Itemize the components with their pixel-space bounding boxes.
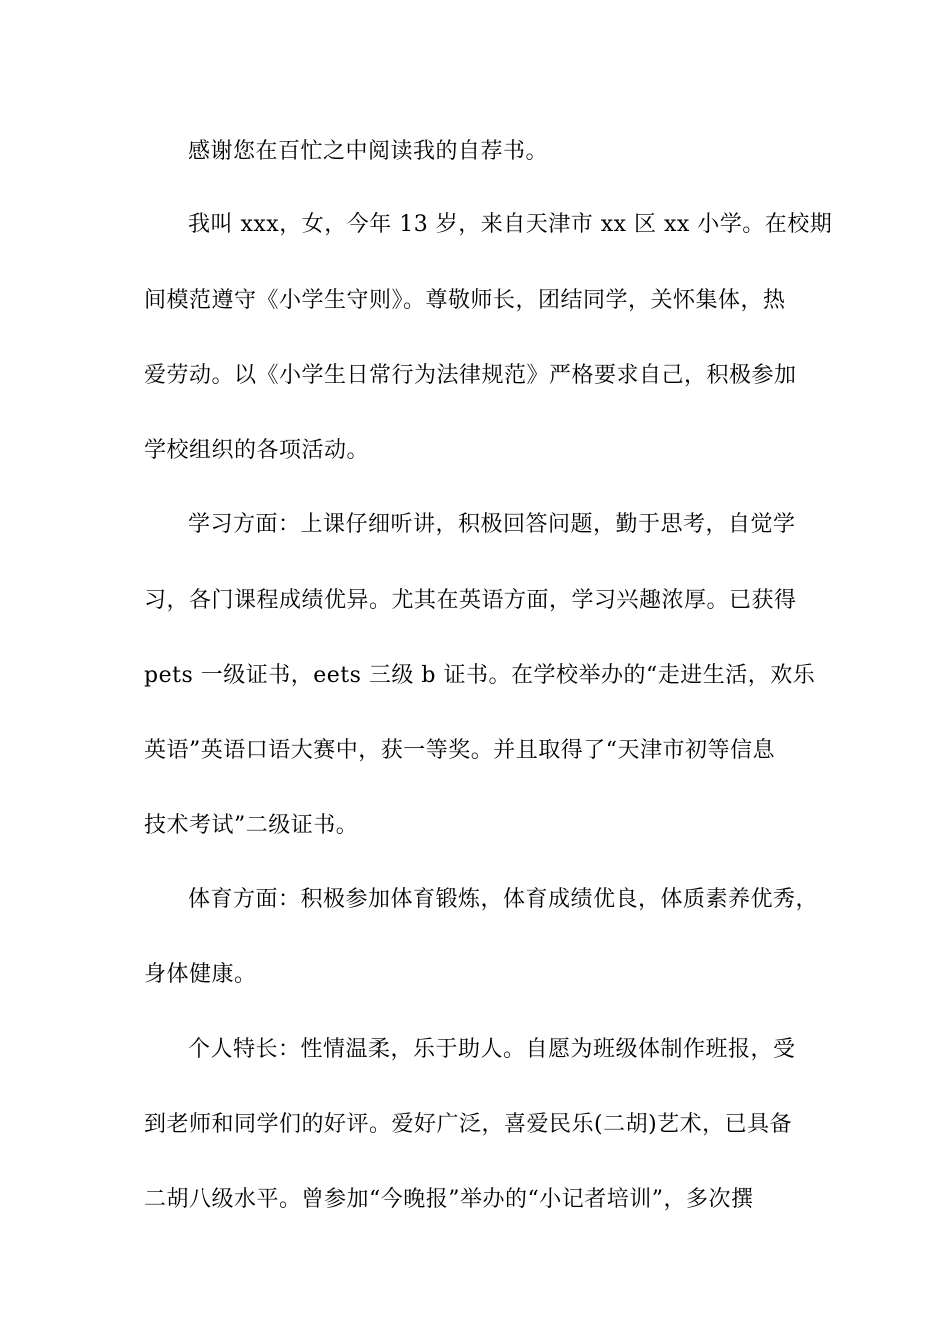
- paragraph-line: 技术考试”二级证书。: [144, 813, 359, 838]
- paragraph-line: 爱劳动。以《小学生日常行为法律规范》严格要求自己，积极参加: [144, 363, 797, 388]
- paragraph-line: pets 一级证书，eets 三级 b 证书。在学校举办的“走进生活，欢乐: [144, 663, 816, 688]
- paragraph-line: 我叫 xxx，女，今年 13 岁，来自天津市 xx 区 xx 小学。在校期: [188, 212, 833, 237]
- paragraph-line: 英语”英语口语大赛中，获一等奖。并且取得了“天津市初等信息: [144, 738, 775, 763]
- paragraph-line: 学校组织的各项活动。: [144, 438, 370, 463]
- paragraph-line: 习，各门课程成绩优异。尤其在英语方面，学习兴趣浓厚。已获得: [144, 588, 797, 613]
- paragraph-line: 学习方面：上课仔细听讲，积极回答问题，勤于思考，自觉学: [188, 512, 796, 537]
- paragraph-line: 二胡八级水平。曾参加“今晚报”举办的“小记者培训”，多次撰: [144, 1187, 754, 1212]
- paragraph-line: 到老师和同学们的好评。爱好广泛，喜爱民乐(二胡)艺术，已具备: [144, 1112, 793, 1137]
- paragraph-line: 个人特长：性情温柔，乐于助人。自愿为班级体制作班报，受: [188, 1037, 796, 1062]
- paragraph-line: 身体健康。: [144, 962, 257, 987]
- paragraph-line: 间模范遵守《小学生守则》。尊敬师长，团结同学，关怀集体，热: [144, 288, 786, 313]
- paragraph-line: 感谢您在百忙之中阅读我的自荐书。: [188, 139, 549, 164]
- paragraph-line: 体育方面：积极参加体育锻炼，体育成绩优良，体质素养优秀，: [188, 887, 819, 912]
